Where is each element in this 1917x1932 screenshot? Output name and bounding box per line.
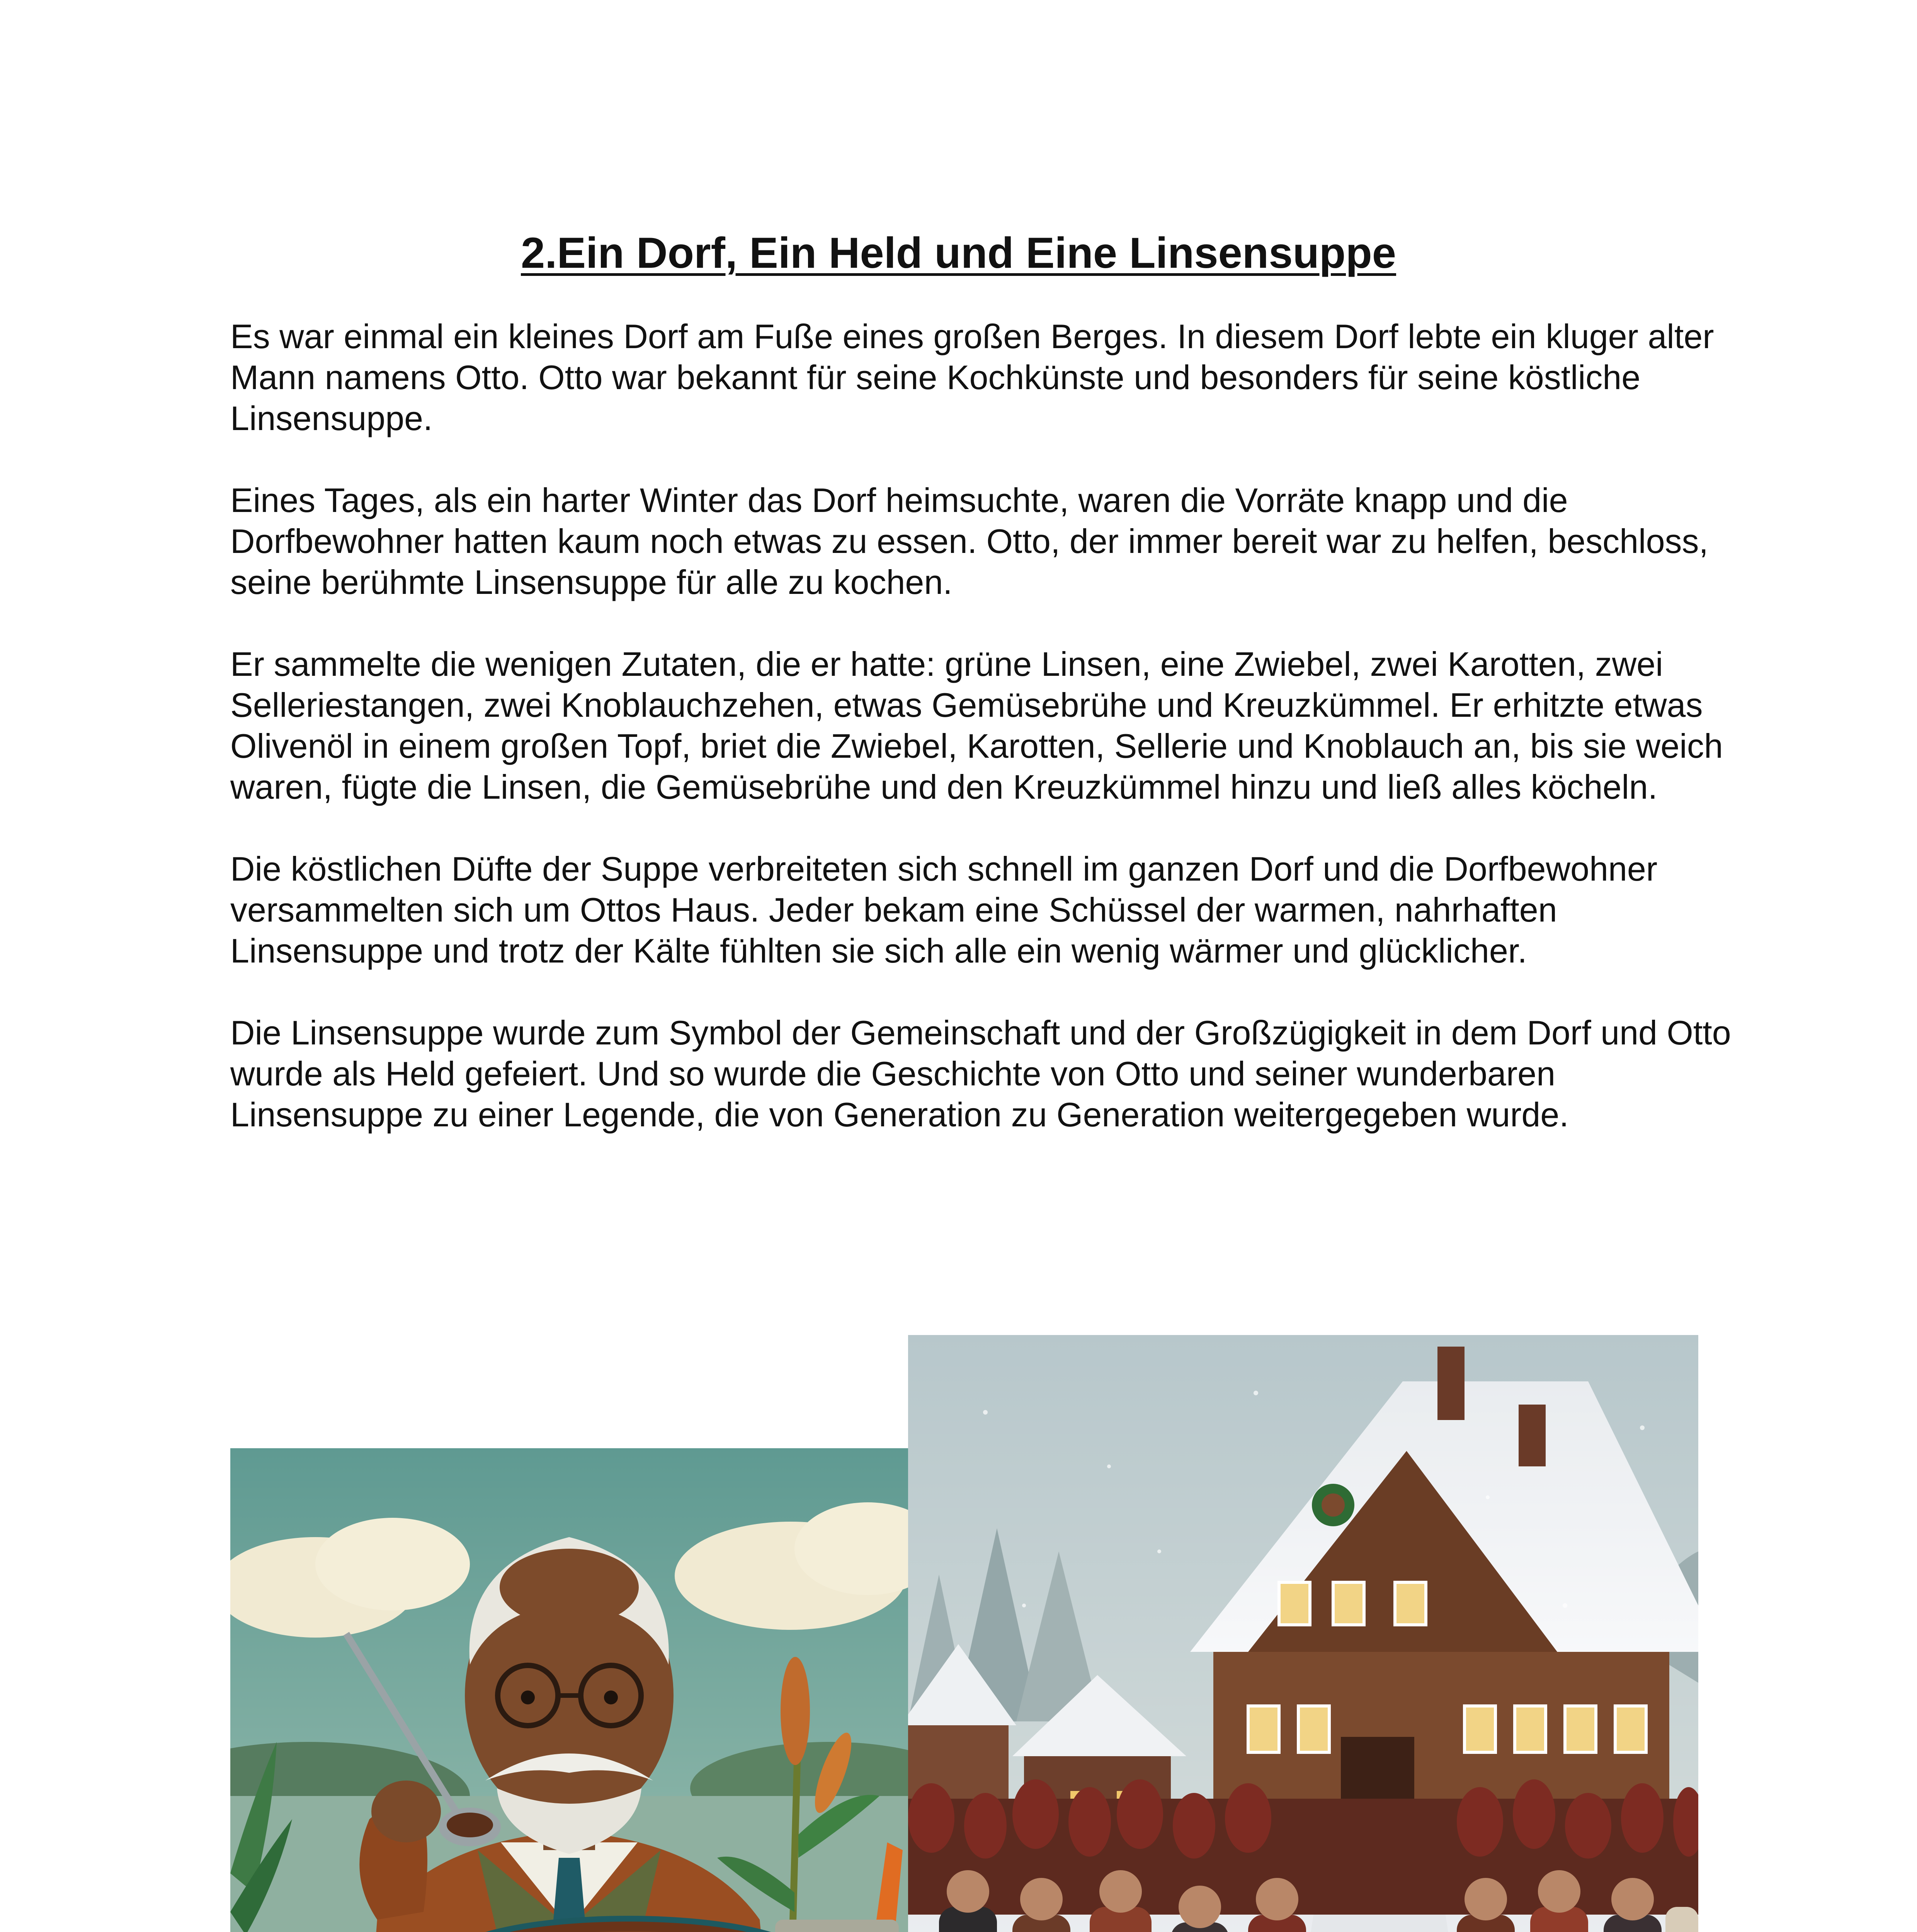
page-title: 2.Ein Dorf, Ein Held und Eine Linsensuppe — [520, 229, 1397, 277]
village-crowd-image — [908, 1335, 1698, 1932]
paragraph-3: Er sammelte die wenigen Zutaten, die er hatte: grüne Linsen, eine Zwiebel, zwei Karotten, zwei Selleriestangen, zwei Knoblauchzehen, etwas Gemüsebrühe und Kreuzkümmel. Er erhitzte etwas Olivenöl in einem großen Topf, briet die Zwiebel, Karotten, Sellerie und Knoblauch an, bis sie weich waren, fügte die Linsen, die Gemüsebrühe und den Kreuzkümmel hinzu und ließ alles köcheln. — [230, 645, 1723, 806]
paragraph-2: Eines Tages, als ein harter Winter das Dorf heimsuchte, waren die Vorräte knapp und die Dorfbewohner hatten kaum noch etwas zu essen. Otto, der immer bereit war zu helfen, beschloss, seine berühmte Linsensuppe für alle zu kochen. — [230, 481, 1708, 601]
paragraph-1: Es war einmal ein kleines Dorf am Fuße eines großen Berges. In diesem Dorf lebte ein kluger alter Mann namens Otto. Otto war bekannt für seine Kochkünste und besonders für seine köstliche Linsensuppe. — [230, 317, 1714, 437]
paragraph-4: Die köstlichen Düfte der Suppe verbreiteten sich schnell im ganzen Dorf und die Dorfbewohner versammelten sich um Ottos Haus. Jeder bekam eine Schüssel der warmen, nahrhaften Linsensuppe und trotz der Kälte fühlten sie sich alle ein wenig wärmer und glücklicher. — [230, 850, 1658, 970]
paragraph-5: Die Linsensuppe wurde zum Symbol der Gemeinschaft und der Großzügigkeit in dem Dorf und Otto wurde als Held gefeiert. Und so wurde die Geschichte von Otto und seiner wunderbaren Linsensuppe zu einer Legende, die von Generation zu Generation weitergegeben wurde. — [230, 1014, 1731, 1134]
old-man-cooking-image — [230, 1448, 908, 1932]
snowy-village-icon — [908, 1335, 1698, 1932]
old-man-cooking-icon — [230, 1448, 908, 1932]
story-body — [230, 316, 1737, 1176]
